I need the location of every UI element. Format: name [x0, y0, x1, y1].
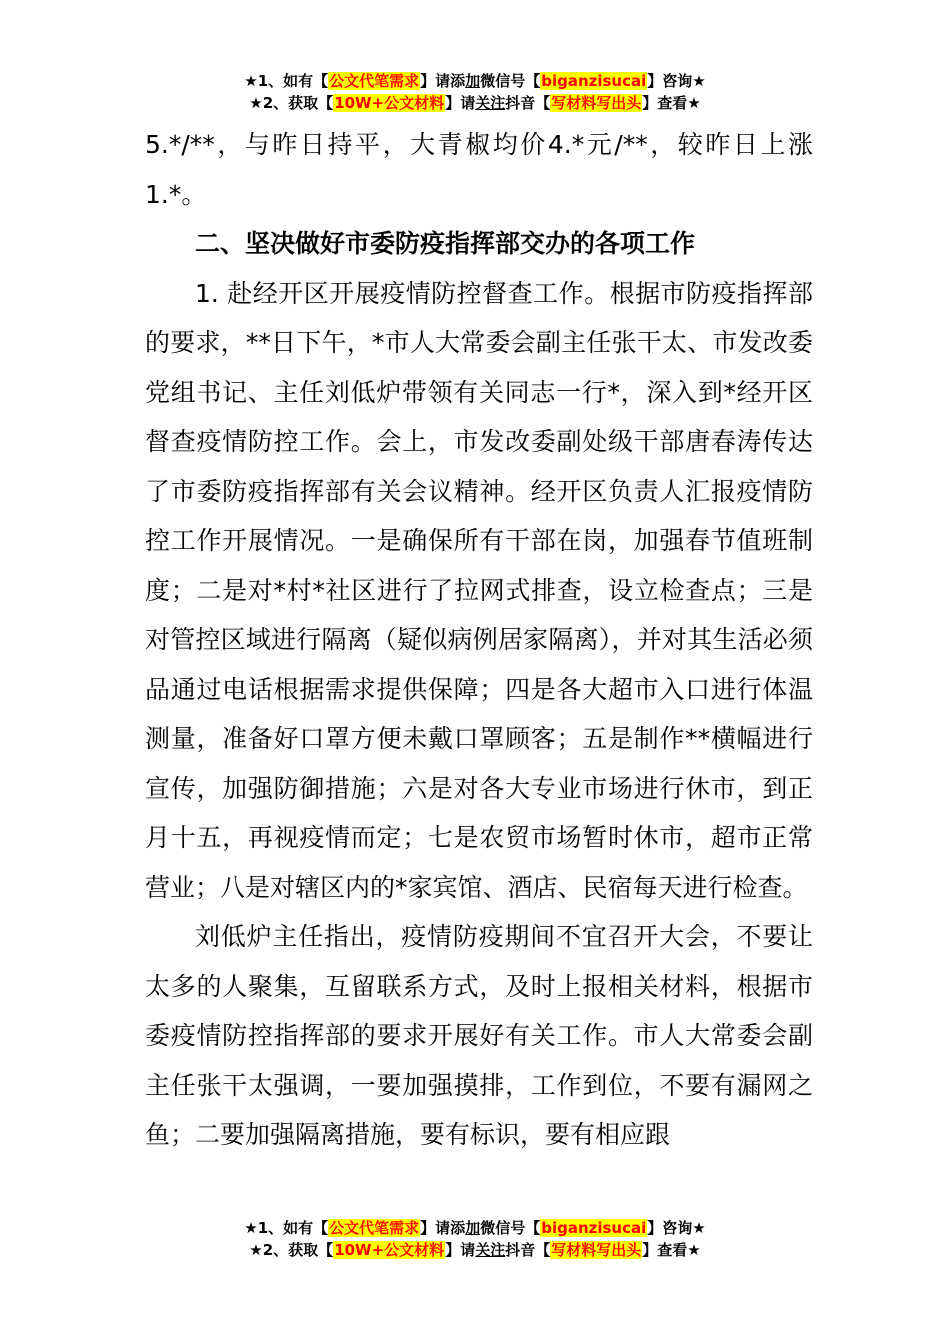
bottom-ad-banner — [0, 1217, 950, 1261]
ad-line-1-underlined: 加 — [465, 1219, 481, 1237]
ad-line-2-underlined: 关注 — [475, 94, 506, 112]
ad-line-2-mid: 】请 — [445, 1241, 476, 1259]
ad-highlight-materials: 10W+公文材料 — [334, 1241, 445, 1259]
ad-line-1-underlined: 加 — [465, 72, 481, 90]
ad-line-1-prefix: ★1、如有【 — [244, 1219, 329, 1237]
ad-line-1-mid2: 微信号【 — [480, 72, 541, 90]
ad-highlight-douyin-account: 写材料写出头 — [551, 1241, 642, 1259]
ad-line-2-prefix: ★2、获取【 — [249, 1241, 334, 1259]
ad-highlight-wechat-id: biganzisucai — [541, 1219, 647, 1237]
ad-line-1-prefix: ★1、如有【 — [244, 72, 329, 90]
ad-line-2-underlined: 关注 — [475, 1241, 506, 1259]
section-heading: 二、坚决做好市委防疫指挥部交办的各项工作 — [195, 229, 696, 258]
ad-highlight-writing-service: 公文代笔需求 — [329, 72, 420, 90]
ad-line-2-mid: 】请 — [445, 94, 476, 112]
ad-line-1-mid2: 微信号【 — [480, 1219, 541, 1237]
ad-line-2 — [0, 92, 950, 114]
ad-line-2-mid2: 抖音【 — [505, 94, 551, 112]
ad-highlight-materials: 10W+公文材料 — [334, 94, 445, 112]
ad-line-2-suffix: 】查看★ — [642, 1241, 701, 1259]
ad-line-1-suffix: 】咨询★ — [647, 72, 706, 90]
top-ad-banner — [0, 70, 950, 114]
continued-paragraph: 5.*/**，与昨日持平，大青椒均价4.*元/**，较昨日上涨1.*。 — [145, 130, 813, 209]
ad-highlight-wechat-id: biganzisucai — [541, 72, 647, 90]
ad-line-1-mid: 】请添 — [420, 72, 466, 90]
ad-line-2-prefix: ★2、获取【 — [249, 94, 334, 112]
ad-line-2-suffix: 】查看★ — [642, 94, 701, 112]
ad-line-2-mid2: 抖音【 — [505, 1241, 551, 1259]
ad-line-1-suffix: 】咨询★ — [647, 1219, 706, 1237]
ad-line-1 — [0, 70, 950, 92]
ad-line-1 — [0, 1217, 950, 1239]
paragraph-inspection: 1. 赴经开区开展疫情防控督查工作。根据市防疫指挥部的要求，**日下午，*市人大常委会副主任张干太、市发改委党组书记、主任刘低炉带领有关同志一行*，深入到*经开区督查疫情防控工作。会上，市发改委副处级干部唐春涛传达了市委防疫指挥部有关会议精神。经开区负责人汇报疫情防控工作开展情况。一是确保所有干部在岗，加强春节值班制度；二是对*村*社区进行了拉网式排查，设立检查点；三是对管控区域进行隔离（疑似病例居家隔离），并对其生活必须品通过电话根据需求提供保障；四是各大超市入口进行体温测量，准备好口罩方便未戴口罩顾客；五是制作**横幅进行宣传，加强防御措施；六是对各大专业市场进行休市，到正月十五，再视疫情而定；七是农贸市场暂时休市，超市正常营业；八是对辖区内的*家宾馆、酒店、民宿每天进行检查。 — [145, 278, 813, 902]
paragraph-director-remarks: 刘低炉主任指出，疫情防疫期间不宜召开大会，不要让太多的人聚集，互留联系方式，及时上报相关材料，根据市委疫情防控指挥部的要求开展好有关工作。市人大常委会副主任张干太强调，一要加强摸排，工作到位，不要有漏网之鱼；二要加强隔离措施，要有标识，要有相应跟 — [145, 922, 813, 1149]
ad-line-2 — [0, 1239, 950, 1261]
ad-highlight-writing-service: 公文代笔需求 — [329, 1219, 420, 1237]
ad-line-1-mid: 】请添 — [420, 1219, 466, 1237]
ad-highlight-douyin-account: 写材料写出头 — [551, 94, 642, 112]
document-body — [145, 120, 813, 1160]
